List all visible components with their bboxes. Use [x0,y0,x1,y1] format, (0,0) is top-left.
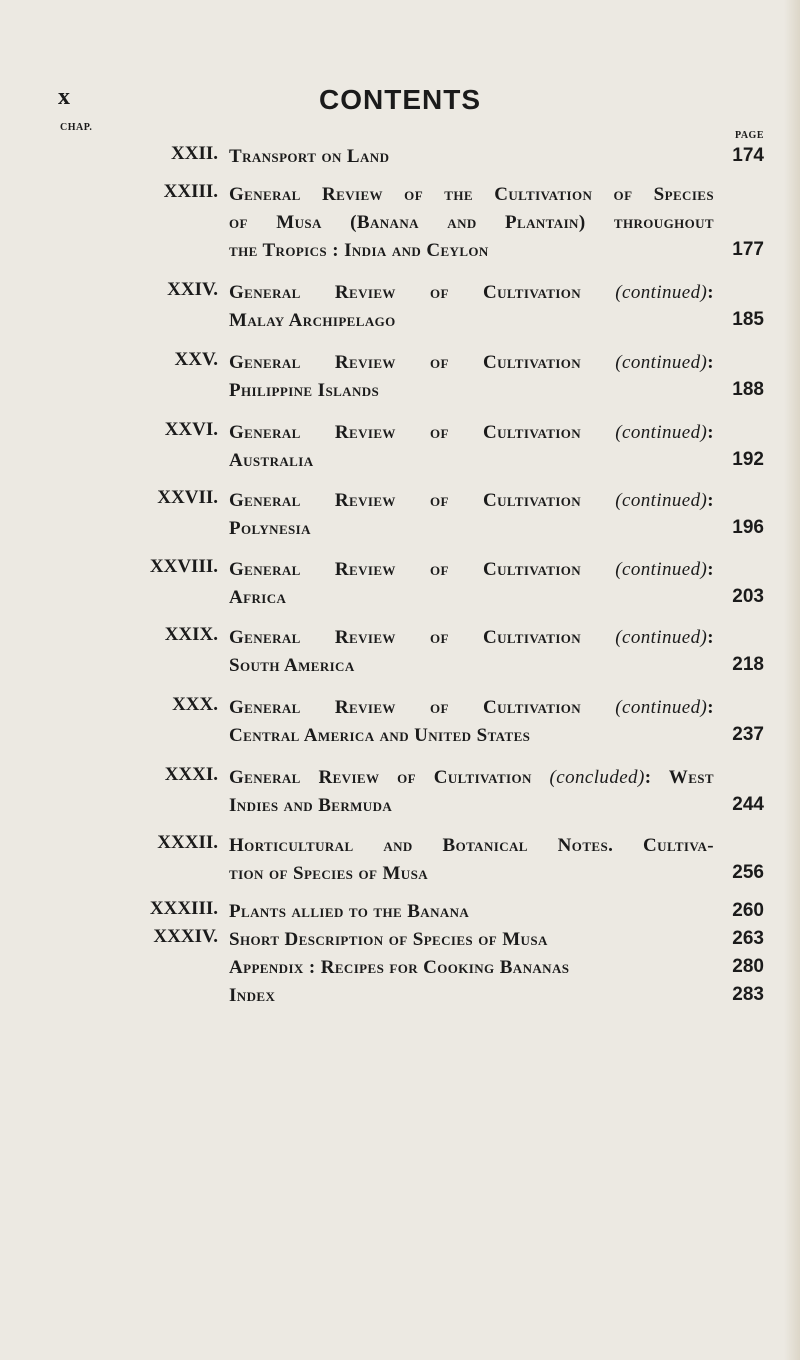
page-ref: 185 [732,309,764,330]
chapter-number: XXIV. [167,279,218,300]
page-ref: 263 [732,928,764,949]
chapter-title: Horticultural and Botanical Notes. Cultiva- tion of Species of Musa [229,835,714,884]
page-title: CONTENTS [319,84,481,115]
page-number: x [58,84,70,110]
chapter-title: Transport on Land [229,146,390,167]
page-ref: 218 [732,654,764,675]
chapter-number: XXIX. [164,624,218,645]
page-edge [784,0,800,1360]
page-ref: 283 [732,984,764,1005]
chapter-title: Short Description of Species of Musa [229,929,548,950]
chapter-title: General Review of Cultivation (concluded): West Indies and Bermuda [229,767,714,816]
chapter-title: Appendix : Recipes for Cooking Bananas [229,957,570,978]
chapter-title: Index [229,985,276,1006]
page-column-heading: PAGE [734,130,764,141]
chapter-column-heading: CHAP. [60,122,93,133]
page-ref: 237 [732,724,764,745]
chapter-number: XXXIII. [149,898,218,919]
chapter-number: XXXI. [164,764,218,785]
chapter-number: XXV. [174,349,218,370]
page-ref: 192 [732,449,764,470]
page-ref: 188 [732,379,764,400]
chapter-number: XXX. [172,694,218,715]
chapter-number: XXVII. [157,487,218,508]
chapter-title: General Review of Cultivation (continued): Malay Archipelago [229,282,714,331]
page-ref: 244 [732,794,764,815]
page-ref: 260 [732,900,764,921]
page-ref: 196 [732,517,764,538]
chapter-title: General Review of Cultivation (continued): South America [229,627,714,676]
chapter-number: XXIII. [163,181,218,202]
chapter-title: General Review of Cultivation (continued): Polynesia [229,490,714,539]
page-ref: 174 [732,145,764,166]
page-header [0,82,800,122]
chapter-title: General Review of Cultivation (continued): Central America and United States [229,697,714,746]
chapter-title: General Review of Cultivation (continued): Australia [229,422,714,471]
chapter-title: General Review of Cultivation (continued): Africa [229,559,714,608]
chapter-number: XXII. [171,143,218,164]
chapter-number: XXVIII. [149,556,218,577]
page-ref: 203 [732,586,764,607]
page-ref: 280 [732,956,764,977]
chapter-number: XXXII. [157,832,218,853]
chapter-title: Plants allied to the Banana [229,901,470,922]
chapter-title: General Review of the Cultivation of Species of Musa (Banana and Plantain) throughout the Tropics : India and Ceylon [229,184,714,261]
chapter-number: XXVI. [164,419,218,440]
chapter-number: XXXIV. [153,926,218,947]
chapter-title: General Review of Cultivation (continued): Philippine Islands [229,352,714,401]
page-ref: 177 [732,239,764,260]
page-ref: 256 [732,862,764,883]
